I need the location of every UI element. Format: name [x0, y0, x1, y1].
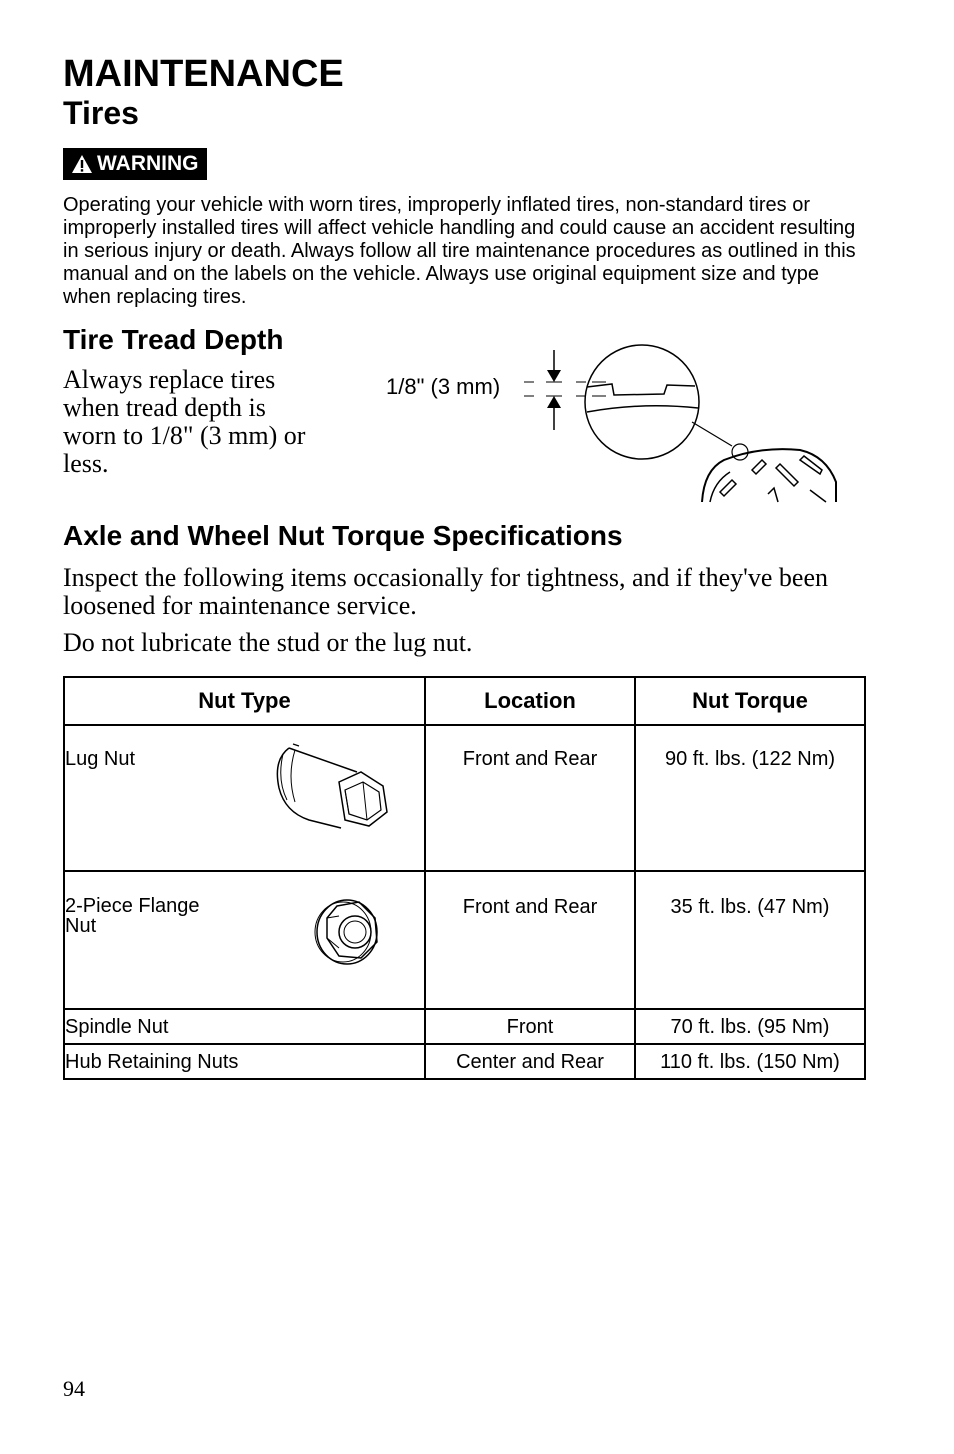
tread-depth-label: 1/8" (3 mm) — [386, 374, 501, 399]
column-header: Location — [425, 677, 635, 725]
flange-nut-icon — [313, 894, 385, 966]
nut-type-cell: Spindle Nut — [64, 1009, 425, 1044]
location-cell: Front and Rear — [425, 725, 635, 871]
chapter-title: MAINTENANCE — [63, 53, 344, 95]
tire-tread-illustration — [380, 342, 860, 504]
torque-cell: 70 ft. lbs. (95 Nm) — [635, 1009, 865, 1044]
warning-text: Operating your vehicle with worn tires, improperly inflated tires, non-standard tires or improperly installed tires will affect vehicle handling and could cause an accident resulting in serious injury or death. Always follow all tire maintenance procedures as outlined in this manual and on the labels on the vehicle. Always use original equipment size and type when replacing tires. — [63, 194, 856, 308]
location-cell: Front and Rear — [425, 871, 635, 1009]
nut-type-cell — [64, 871, 425, 1009]
column-header: Nut Torque — [635, 677, 865, 725]
tread-depth-diagram — [380, 342, 860, 504]
table-row — [64, 725, 865, 871]
section-title: Tires — [63, 95, 139, 131]
torque-spec-table — [63, 676, 866, 1080]
warning-badge — [63, 148, 207, 180]
location-cell: Center and Rear — [425, 1044, 635, 1079]
torque-paragraph-1: Inspect the following items occasionally for tightness, and if they've been loosened for maintenance service. — [63, 563, 828, 620]
lug-nut-icon — [269, 740, 391, 836]
torque-cell: 35 ft. lbs. (47 Nm) — [635, 871, 865, 1009]
tread-depth-heading: Tire Tread Depth — [63, 324, 284, 355]
torque-paragraph-2: Do not lubricate the stud or the lug nut. — [63, 628, 473, 657]
page-number: 94 — [63, 1376, 85, 1401]
column-header: Nut Type — [64, 677, 425, 725]
table-row — [64, 871, 865, 1009]
table-row — [64, 1044, 865, 1079]
nut-type-cell — [64, 725, 425, 871]
warning-label: WARNING — [97, 152, 199, 175]
nut-type-label: Lug Nut — [65, 748, 136, 770]
torque-cell: 110 ft. lbs. (150 Nm) — [635, 1044, 865, 1079]
tread-depth-text: Always replace tires when tread depth is worn to 1/8" (3 mm) or less. — [63, 365, 306, 478]
location-cell: Front — [425, 1009, 635, 1044]
nut-type-label: 2-Piece Flange Nut — [65, 895, 200, 937]
nut-type-cell: Hub Retaining Nuts — [64, 1044, 425, 1079]
table-row — [64, 1009, 865, 1044]
warning-triangle-icon — [71, 154, 93, 174]
torque-heading: Axle and Wheel Nut Torque Specifications — [63, 520, 623, 551]
table-header-row — [64, 677, 865, 725]
torque-cell: 90 ft. lbs. (122 Nm) — [635, 725, 865, 871]
